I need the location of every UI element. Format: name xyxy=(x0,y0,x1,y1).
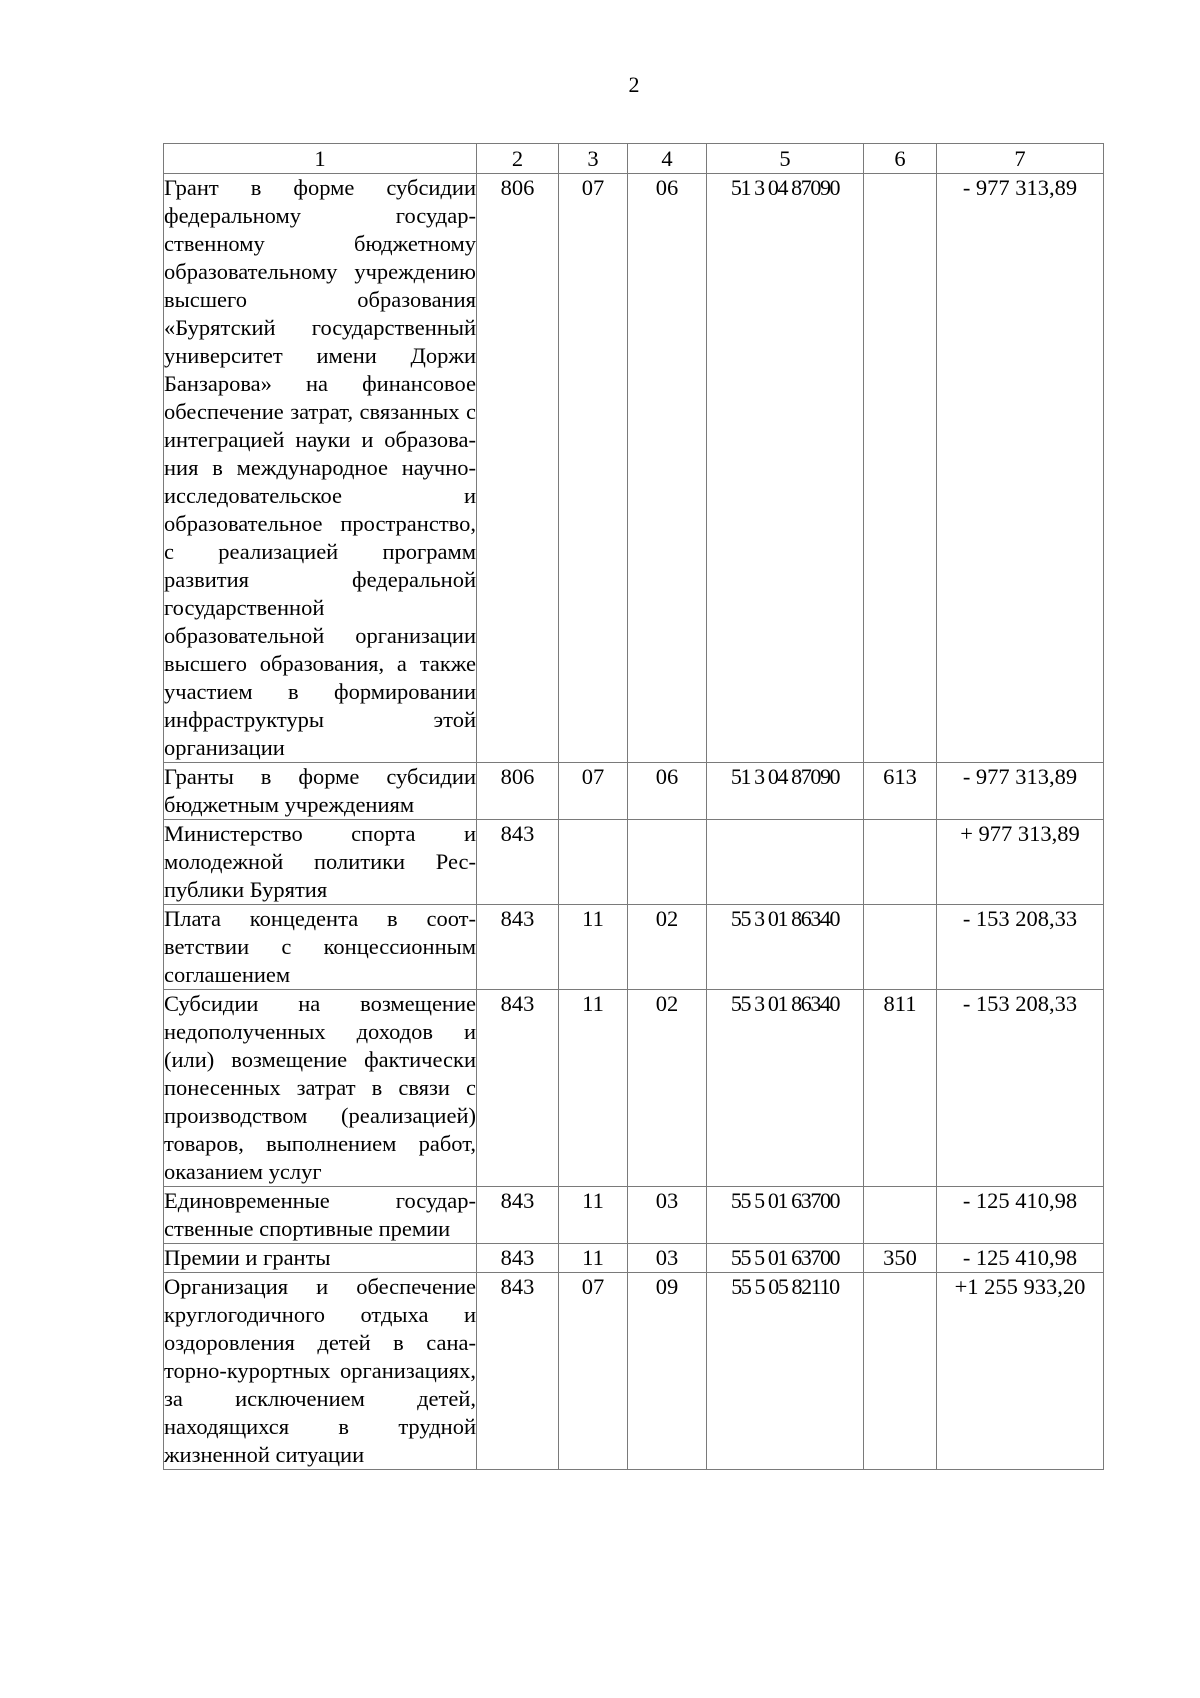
admin-code-cell: 843 xyxy=(477,1273,559,1470)
expense-type-cell xyxy=(864,905,937,990)
subsection-cell: 02 xyxy=(628,905,707,990)
amount-cell: - 977 313,89 xyxy=(937,763,1104,820)
subsection-cell xyxy=(628,820,707,905)
subsection-cell: 09 xyxy=(628,1273,707,1470)
expense-type-cell: 811 xyxy=(864,990,937,1187)
header-col-3: 3 xyxy=(559,144,628,174)
amount-cell: + 977 313,89 xyxy=(937,820,1104,905)
section-cell: 11 xyxy=(559,1187,628,1244)
row-description: Грант в форме субсидии федеральному государственному бюджетному образовательному учреждению высшего образования «Бурятский государственный университет имени Доржи Банзарова» на финансовое обеспечение затрат, связанных с интеграцией науки и образования в международное научно-исследовательское и образовательное пространство, с реализацией программ развития федеральной государственной образовательной организации высшего образования, а также участием в формировании инфраструктуры этой организации xyxy=(164,174,477,763)
subsection-cell: 06 xyxy=(628,763,707,820)
budget-table xyxy=(163,143,1104,1470)
target-article-cell: 55 5 01 63700 xyxy=(707,1244,864,1273)
row-description: Гранты в форме субсидии бюджетным учреждениям xyxy=(164,763,477,820)
expense-type-cell xyxy=(864,174,937,763)
amount-cell: - 153 208,33 xyxy=(937,990,1104,1187)
header-col-5: 5 xyxy=(707,144,864,174)
target-article-cell: 55 5 05 82110 xyxy=(707,1273,864,1470)
page-number: 2 xyxy=(628,72,640,97)
section-cell: 11 xyxy=(559,1244,628,1273)
header-col-4: 4 xyxy=(628,144,707,174)
subsection-cell: 03 xyxy=(628,1244,707,1273)
expense-type-cell xyxy=(864,820,937,905)
section-cell xyxy=(559,820,628,905)
admin-code-cell: 843 xyxy=(477,1187,559,1244)
section-cell: 07 xyxy=(559,1273,628,1470)
amount-cell: - 125 410,98 xyxy=(937,1187,1104,1244)
target-article-cell: 51 3 04 87090 xyxy=(707,174,864,763)
target-article-cell: 55 5 01 63700 xyxy=(707,1187,864,1244)
target-article-cell: 55 3 01 86340 xyxy=(707,905,864,990)
table-row xyxy=(164,905,1104,990)
target-article-cell: 55 3 01 86340 xyxy=(707,990,864,1187)
header-col-6: 6 xyxy=(864,144,937,174)
section-cell: 11 xyxy=(559,990,628,1187)
header-col-2: 2 xyxy=(477,144,559,174)
row-description: Организация и обеспечение круглогодичного отдыха и оздоровления детей в санаторно-курортных организациях, за исключением детей, находящихся в трудной жизненной ситуации xyxy=(164,1273,477,1470)
table-row xyxy=(164,174,1104,763)
table-row xyxy=(164,763,1104,820)
table-row xyxy=(164,820,1104,905)
admin-code-cell: 843 xyxy=(477,905,559,990)
row-description: Министерство спорта и молодежной политики Республики Бурятия xyxy=(164,820,477,905)
admin-code-cell: 843 xyxy=(477,820,559,905)
amount-cell: - 977 313,89 xyxy=(937,174,1104,763)
subsection-cell: 03 xyxy=(628,1187,707,1244)
target-article-cell xyxy=(707,820,864,905)
admin-code-cell: 843 xyxy=(477,990,559,1187)
row-description: Премии и гранты xyxy=(164,1244,477,1273)
admin-code-cell: 806 xyxy=(477,763,559,820)
subsection-cell: 02 xyxy=(628,990,707,1187)
admin-code-cell: 806 xyxy=(477,174,559,763)
section-cell: 07 xyxy=(559,174,628,763)
section-cell: 11 xyxy=(559,905,628,990)
row-description: Единовременные государственные спортивные премии xyxy=(164,1187,477,1244)
target-article-cell: 51 3 04 87090 xyxy=(707,763,864,820)
table-row xyxy=(164,1187,1104,1244)
table-row xyxy=(164,1273,1104,1470)
table-row xyxy=(164,1244,1104,1273)
row-description: Плата концедента в соответствии с концессионным соглашением xyxy=(164,905,477,990)
section-cell: 07 xyxy=(559,763,628,820)
subsection-cell: 06 xyxy=(628,174,707,763)
amount-cell: - 125 410,98 xyxy=(937,1244,1104,1273)
table-row xyxy=(164,990,1104,1187)
expense-type-cell: 613 xyxy=(864,763,937,820)
expense-type-cell xyxy=(864,1273,937,1470)
amount-cell: +1 255 933,20 xyxy=(937,1273,1104,1470)
row-description: Субсидии на возмещение недополученных доходов и (или) возмещение фактически понесенных затрат в связи с производством (реализацией) товаров, выполнением работ, оказанием услуг xyxy=(164,990,477,1187)
admin-code-cell: 843 xyxy=(477,1244,559,1273)
expense-type-cell: 350 xyxy=(864,1244,937,1273)
header-col-7: 7 xyxy=(937,144,1104,174)
amount-cell: - 153 208,33 xyxy=(937,905,1104,990)
header-row xyxy=(164,144,1104,174)
header-col-1: 1 xyxy=(164,144,477,174)
expense-type-cell xyxy=(864,1187,937,1244)
